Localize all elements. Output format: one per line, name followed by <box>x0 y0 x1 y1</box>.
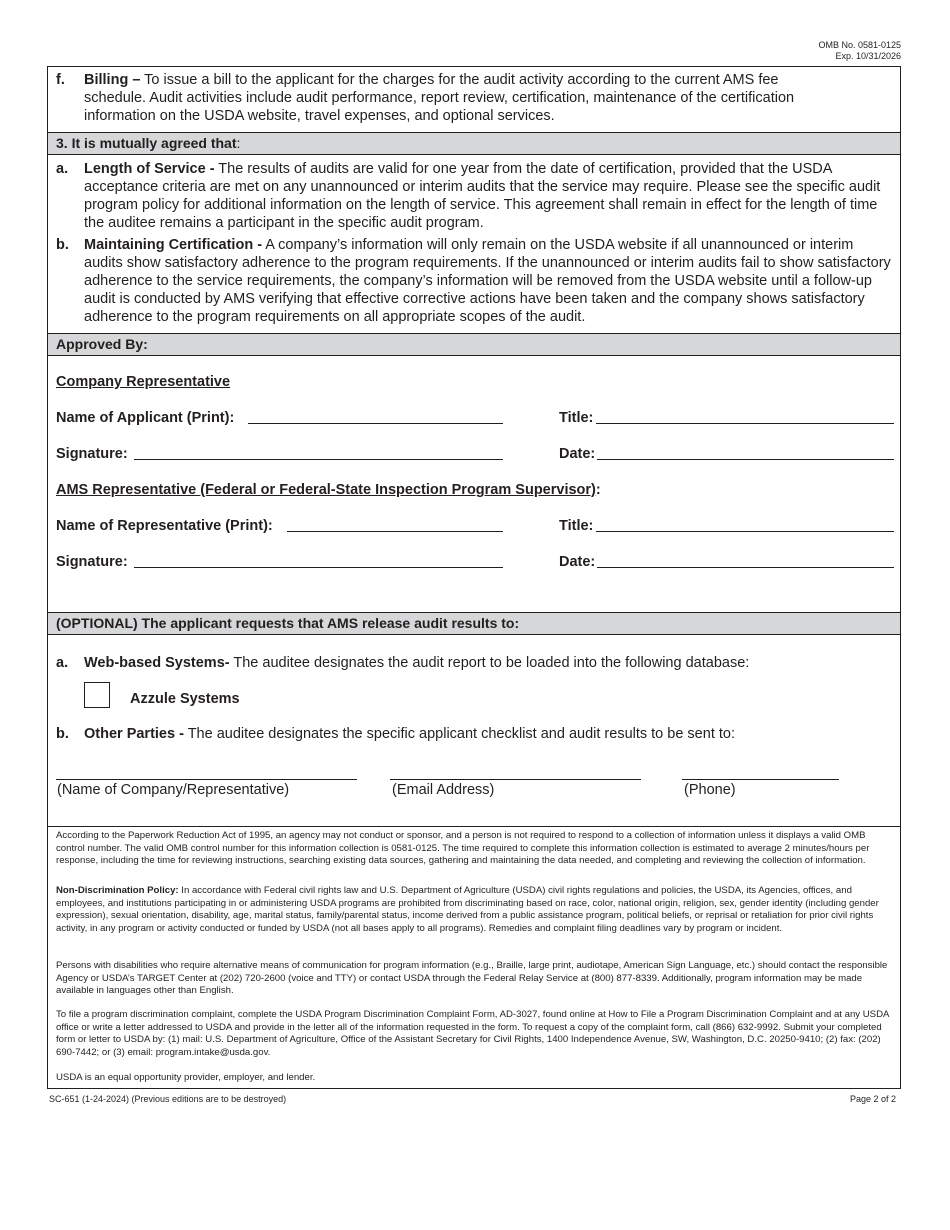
ams-title-line[interactable] <box>596 531 894 532</box>
billing-letter: f. <box>56 72 65 88</box>
other-text-block <box>84 725 894 743</box>
billing-text-block <box>84 71 814 125</box>
complaint-notice: To file a program discrimination complaint, complete the USDA Program Discrimination Complaint Form, AD-3027, found online at How to File a Program Discrimination Complaint and at any USDA office or write a letter addressed to USDA and provide in the letter all of the information requested in the form. To request a copy of the complaint form, call (866) 632-9992. Submit your completed form or letter to USDA by: (1) mail: U.S. Department of Agriculture, Office of the Assistant Secretary for Civil Rights, 1400 Independence Avenue, SW, Washington, D.C. 20250-9410; (2) fax: (202) 690-7442; or (3) email: program.intake@usda.gov. <box>56 1009 889 1058</box>
azzule-checkbox[interactable] <box>84 682 110 708</box>
non-discrimination-policy <box>56 885 894 935</box>
approved-section-header: Approved By: <box>48 333 900 356</box>
length-of-service-title: Length of Service - <box>84 161 215 177</box>
ams-signature-label: Signature: <box>56 554 128 570</box>
web-letter: a. <box>56 655 69 671</box>
representative-name-label: Name of Representative (Print): <box>56 518 273 534</box>
company-date-label: Date: <box>559 446 596 462</box>
maintaining-certification-text-block <box>84 236 894 326</box>
ams-rep-heading-colon: : <box>595 482 601 498</box>
billing-title: Billing – <box>84 72 141 88</box>
maintaining-certification-title: Maintaining Certification - <box>84 237 263 253</box>
web-text: The auditee designates the audit report to be loaded into the following database: <box>229 655 750 671</box>
disabilities-notice: Persons with disabilities who require alternative means of communication for program information (e.g., Braille, large print, audiotape, American Sign Language, etc.) should contact the responsible Agency or USDA’s TARGET Center at (202) 720-2600 (voice and TTY) or contact USDA through the Federal Relay Service at (800) 877-8339. Additionally, program information may be made available in languages other than English. <box>56 960 888 997</box>
email-address-caption: (Email Address) <box>392 782 495 798</box>
company-rep-heading: Company Representative <box>56 374 231 390</box>
ams-signature-line[interactable] <box>134 567 503 568</box>
non-discrimination-title: Non-Discrimination Policy: <box>56 885 179 896</box>
company-title-line[interactable] <box>596 423 894 424</box>
page-number: Page 2 of 2 <box>849 1094 896 1104</box>
item-letter-a: a. <box>56 161 69 177</box>
company-signature-line[interactable] <box>134 459 503 460</box>
web-text-block <box>84 654 894 672</box>
phone-caption: (Phone) <box>684 782 736 798</box>
email-address-line[interactable] <box>390 779 641 780</box>
ams-title-label: Title: <box>559 518 594 534</box>
form-frame <box>47 66 901 1089</box>
form-identifier: SC-651 (1-24-2024) (Previous editions are to be destroyed) <box>49 1094 287 1104</box>
company-representative-line[interactable] <box>56 779 357 780</box>
phone-line[interactable] <box>682 779 839 780</box>
optional-section-header: (OPTIONAL) The applicant requests that AMS release audit results to: <box>48 612 900 635</box>
web-title: Web-based Systems- <box>84 655 230 671</box>
company-representative-caption: (Name of Company/Representative) <box>57 782 290 798</box>
company-date-line[interactable] <box>597 459 894 460</box>
ams-date-line[interactable] <box>597 567 894 568</box>
company-signature-label: Signature: <box>56 446 128 462</box>
agreed-header-colon: : <box>236 135 241 151</box>
ams-date-label: Date: <box>559 554 596 570</box>
omb-info <box>818 40 901 62</box>
item-letter-b: b. <box>56 237 69 253</box>
ams-rep-heading-block <box>56 481 601 499</box>
non-discrimination-text: In accordance with Federal civil rights law and U.S. Department of Agriculture (USDA) civil rights regulations and policies, the USDA, its Agencies, offices, and employees, and institutions participating in or administering USDA programs are prohibited from discriminating based on race, color, national origin, religion, sex, gender identity (including gender expression), sexual orientation, disability, age, marital status, family/parental status, income derived from a public assistance program, political beliefs, or reprisal or retaliation for prior civil rights activity, in any program or activity conducted or funded by USDA (not all bases apply to all programs). Remedies and complaint filing deadlines vary by program or incident. <box>56 885 879 934</box>
other-text: The auditee designates the specific applicant checklist and audit results to be sent to: <box>183 726 735 742</box>
agreed-header-text: 3. It is mutually agreed that <box>56 135 237 151</box>
company-title-label: Title: <box>559 410 594 426</box>
applicant-name-line[interactable] <box>248 423 503 424</box>
length-of-service-text: The results of audits are valid for one year from the date of certification, provided that the USDA acceptance criteria are met on any unannounced or interim audits that the service may require. Please see the specific audit program policy for additional information on the length of service. This agreement shall remain in effect for the length of time the auditee remains a participant in the specific audit program. <box>84 161 881 231</box>
paperwork-notice: According to the Paperwork Reduction Act of 1995, an agency may not conduct or sponsor, and a person is not required to respond to a collection of information unless it displays a valid OMB control number. The valid OMB control number for this information collection is 0581-0125. The time required to complete this information collection is estimated to average 2 minutes/hours per response, including the time for reviewing instructions, searching existing data sources, gathering and maintaining the data needed, and completing and reviewing the collection of information. <box>56 830 870 867</box>
azzule-label: Azzule Systems <box>130 691 240 707</box>
omb-expiration: Exp. 10/31/2026 <box>835 51 901 61</box>
applicant-name-label: Name of Applicant (Print): <box>56 410 235 426</box>
billing-text: To issue a bill to the applicant for the charges for the audit activity according to the current AMS fee schedule. Audit activities include audit performance, report review, certification, maintenance of the certification information on the USDA website, travel expenses, and optional services. <box>84 72 795 124</box>
other-title: Other Parties - <box>84 726 184 742</box>
equal-opportunity-statement: USDA is an equal opportunity provider, employer, and lender. <box>56 1072 316 1083</box>
omb-number: OMB No. 0581-0125 <box>818 40 901 50</box>
agreed-section-header <box>48 132 900 155</box>
maintaining-certification-text: A company’s information will only remain on the USDA website if all unannounced or interim audits show satisfactory adherence to the program requirements. If the unannounced or interim audits fail to show satisfactory adherence to the service requirements, the company’s information will be removed from the USDA website until a follow-up audit is conducted by AMS verifying that effective corrective actions have been taken and the company shows satisfactory adherence to the program requirements on all appropriate scopes of the audit. <box>84 237 891 325</box>
length-of-service-text-block <box>84 160 894 232</box>
fine-print-divider <box>48 826 900 827</box>
representative-name-line[interactable] <box>287 531 503 532</box>
ams-rep-heading: AMS Representative (Federal or Federal-State Inspection Program Supervisor) <box>56 482 596 498</box>
other-letter: b. <box>56 726 69 742</box>
